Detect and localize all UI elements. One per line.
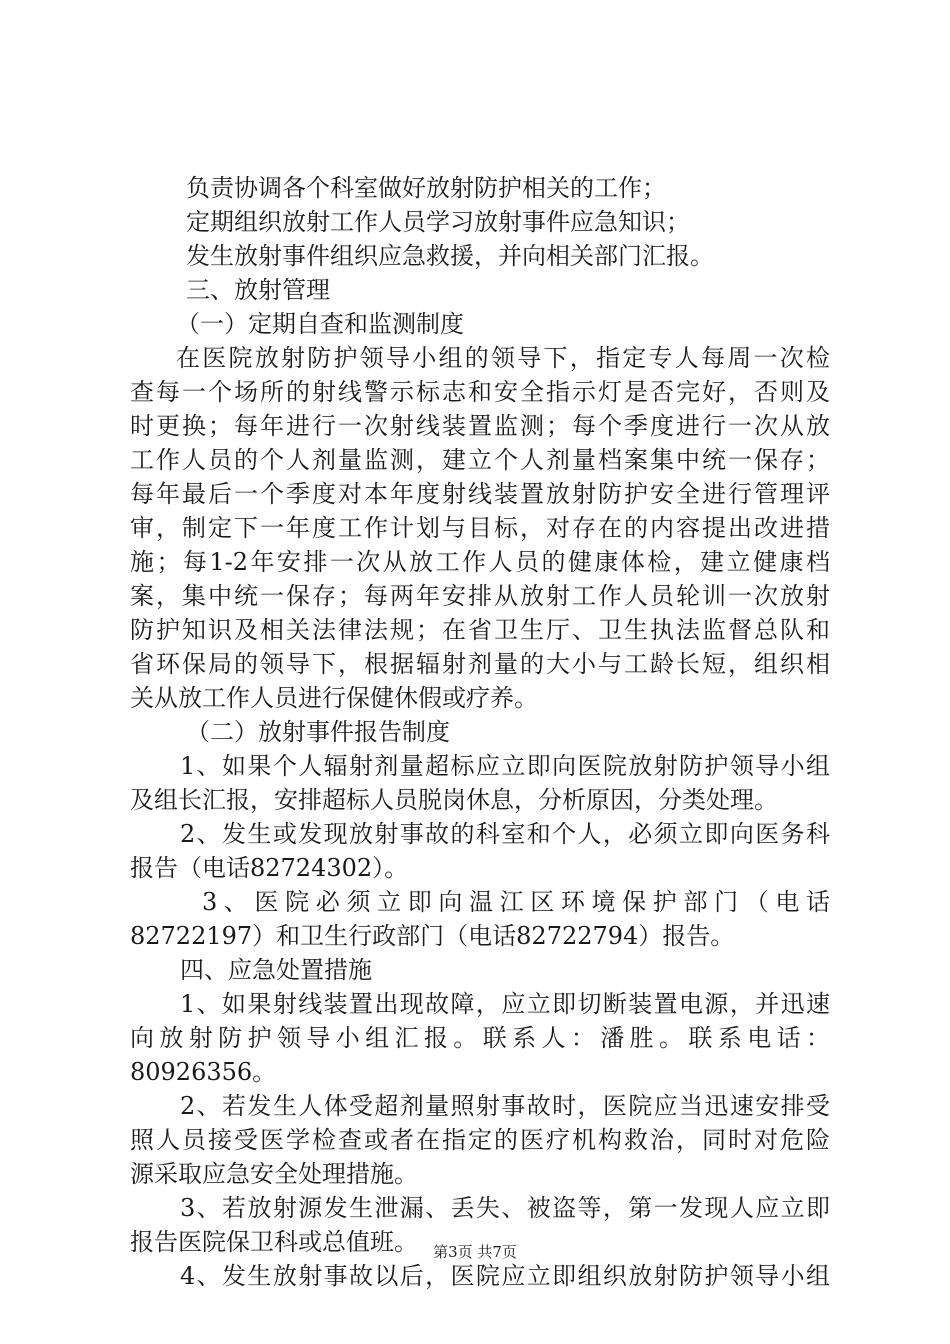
subsection-heading: （一）定期自查和监测制度 (176, 310, 464, 338)
subsection-heading: （二）放射事件报告制度 (186, 718, 450, 746)
paragraph-line: 2、若发生人体受超剂量照射事故时，医院应当迅速安排受 (180, 1092, 830, 1120)
paragraph-line: 报告医院保卫科或总值班。 (130, 1228, 418, 1256)
document-body (130, 171, 830, 1293)
paragraph-line: 4、发生放射事故以后，医院应立即组织放射防护领导小组 (180, 1262, 830, 1290)
paragraph-line: 照人员接受医学检查或者在指定的医疗机构救治，同时对危险 (130, 1126, 830, 1154)
paragraph-line: 向放射防护领导小组汇报。联系人：潘胜。联系电话： (130, 1024, 830, 1052)
paragraph-line: 3、医院必须立即向温江区环境保护部门（电话 (202, 888, 830, 916)
paragraph-line: 1、如果射线装置出现故障，应立即切断装置电源，并迅速 (180, 990, 830, 1018)
paragraph-line: 防护知识及相关法律法规；在省卫生厅、卫生执法监督总队和 (130, 616, 830, 644)
section-heading: 三、放射管理 (186, 276, 330, 304)
paragraph-line: 查每一个场所的射线警示标志和安全指示灯是否完好，否则及 (130, 378, 830, 406)
paragraph-line: 82722197）和卫生行政部门（电话82722794）报告。 (130, 922, 735, 950)
paragraph-line: 源采取应急安全处理措施。 (130, 1160, 418, 1188)
paragraph-line: 施；每1-2年安排一次从放工作人员的健康体检，建立健康档 (130, 548, 830, 576)
paragraph-line: 及组长汇报，安排超标人员脱岗休息，分析原因，分类处理。 (130, 786, 778, 814)
paragraph-line: 关从放工作人员进行保健休假或疗养。 (130, 684, 538, 712)
paragraph-line: 报告（电话82724302）。 (130, 854, 409, 882)
paragraph-line: 在医院放射防护领导小组的领导下，指定专人每周一次检 (176, 344, 830, 372)
page-footer: 第3页 共7页 (433, 1243, 517, 1261)
paragraph-line: 案，集中统一保存；每两年安排从放射工作人员轮训一次放射 (130, 582, 830, 610)
paragraph-line: 负责协调各个科室做好放射防护相关的工作； (186, 174, 666, 202)
paragraph-line: 2、发生或发现放射事故的科室和个人，必须立即向医务科 (180, 820, 830, 848)
paragraph-line: 时更换；每年进行一次射线装置监测；每个季度进行一次从放 (130, 412, 830, 440)
paragraph-line: 定期组织放射工作人员学习放射事件应急知识； (186, 208, 690, 236)
paragraph-line: 每年最后一个季度对本年度射线装置放射防护安全进行管理评 (130, 480, 830, 508)
paragraph-line: 省环保局的领导下，根据辐射剂量的大小与工龄长短，组织相 (130, 650, 830, 678)
paragraph-line: 80926356。 (130, 1058, 277, 1086)
paragraph-line: 发生放射事件组织应急救援，并向相关部门汇报。 (186, 242, 714, 270)
section-heading: 四、应急处置措施 (180, 956, 372, 984)
paragraph-line: 3、若放射源发生泄漏、丢失、被盗等，第一发现人应立即 (180, 1194, 830, 1222)
paragraph-line: 1、如果个人辐射剂量超标应立即向医院放射防护领导小组 (180, 752, 830, 780)
paragraph-line: 审，制定下一年度工作计划与目标，对存在的内容提出改进措 (130, 514, 830, 542)
paragraph-line: 工作人员的个人剂量监测，建立个人剂量档案集中统一保存； (130, 446, 830, 474)
